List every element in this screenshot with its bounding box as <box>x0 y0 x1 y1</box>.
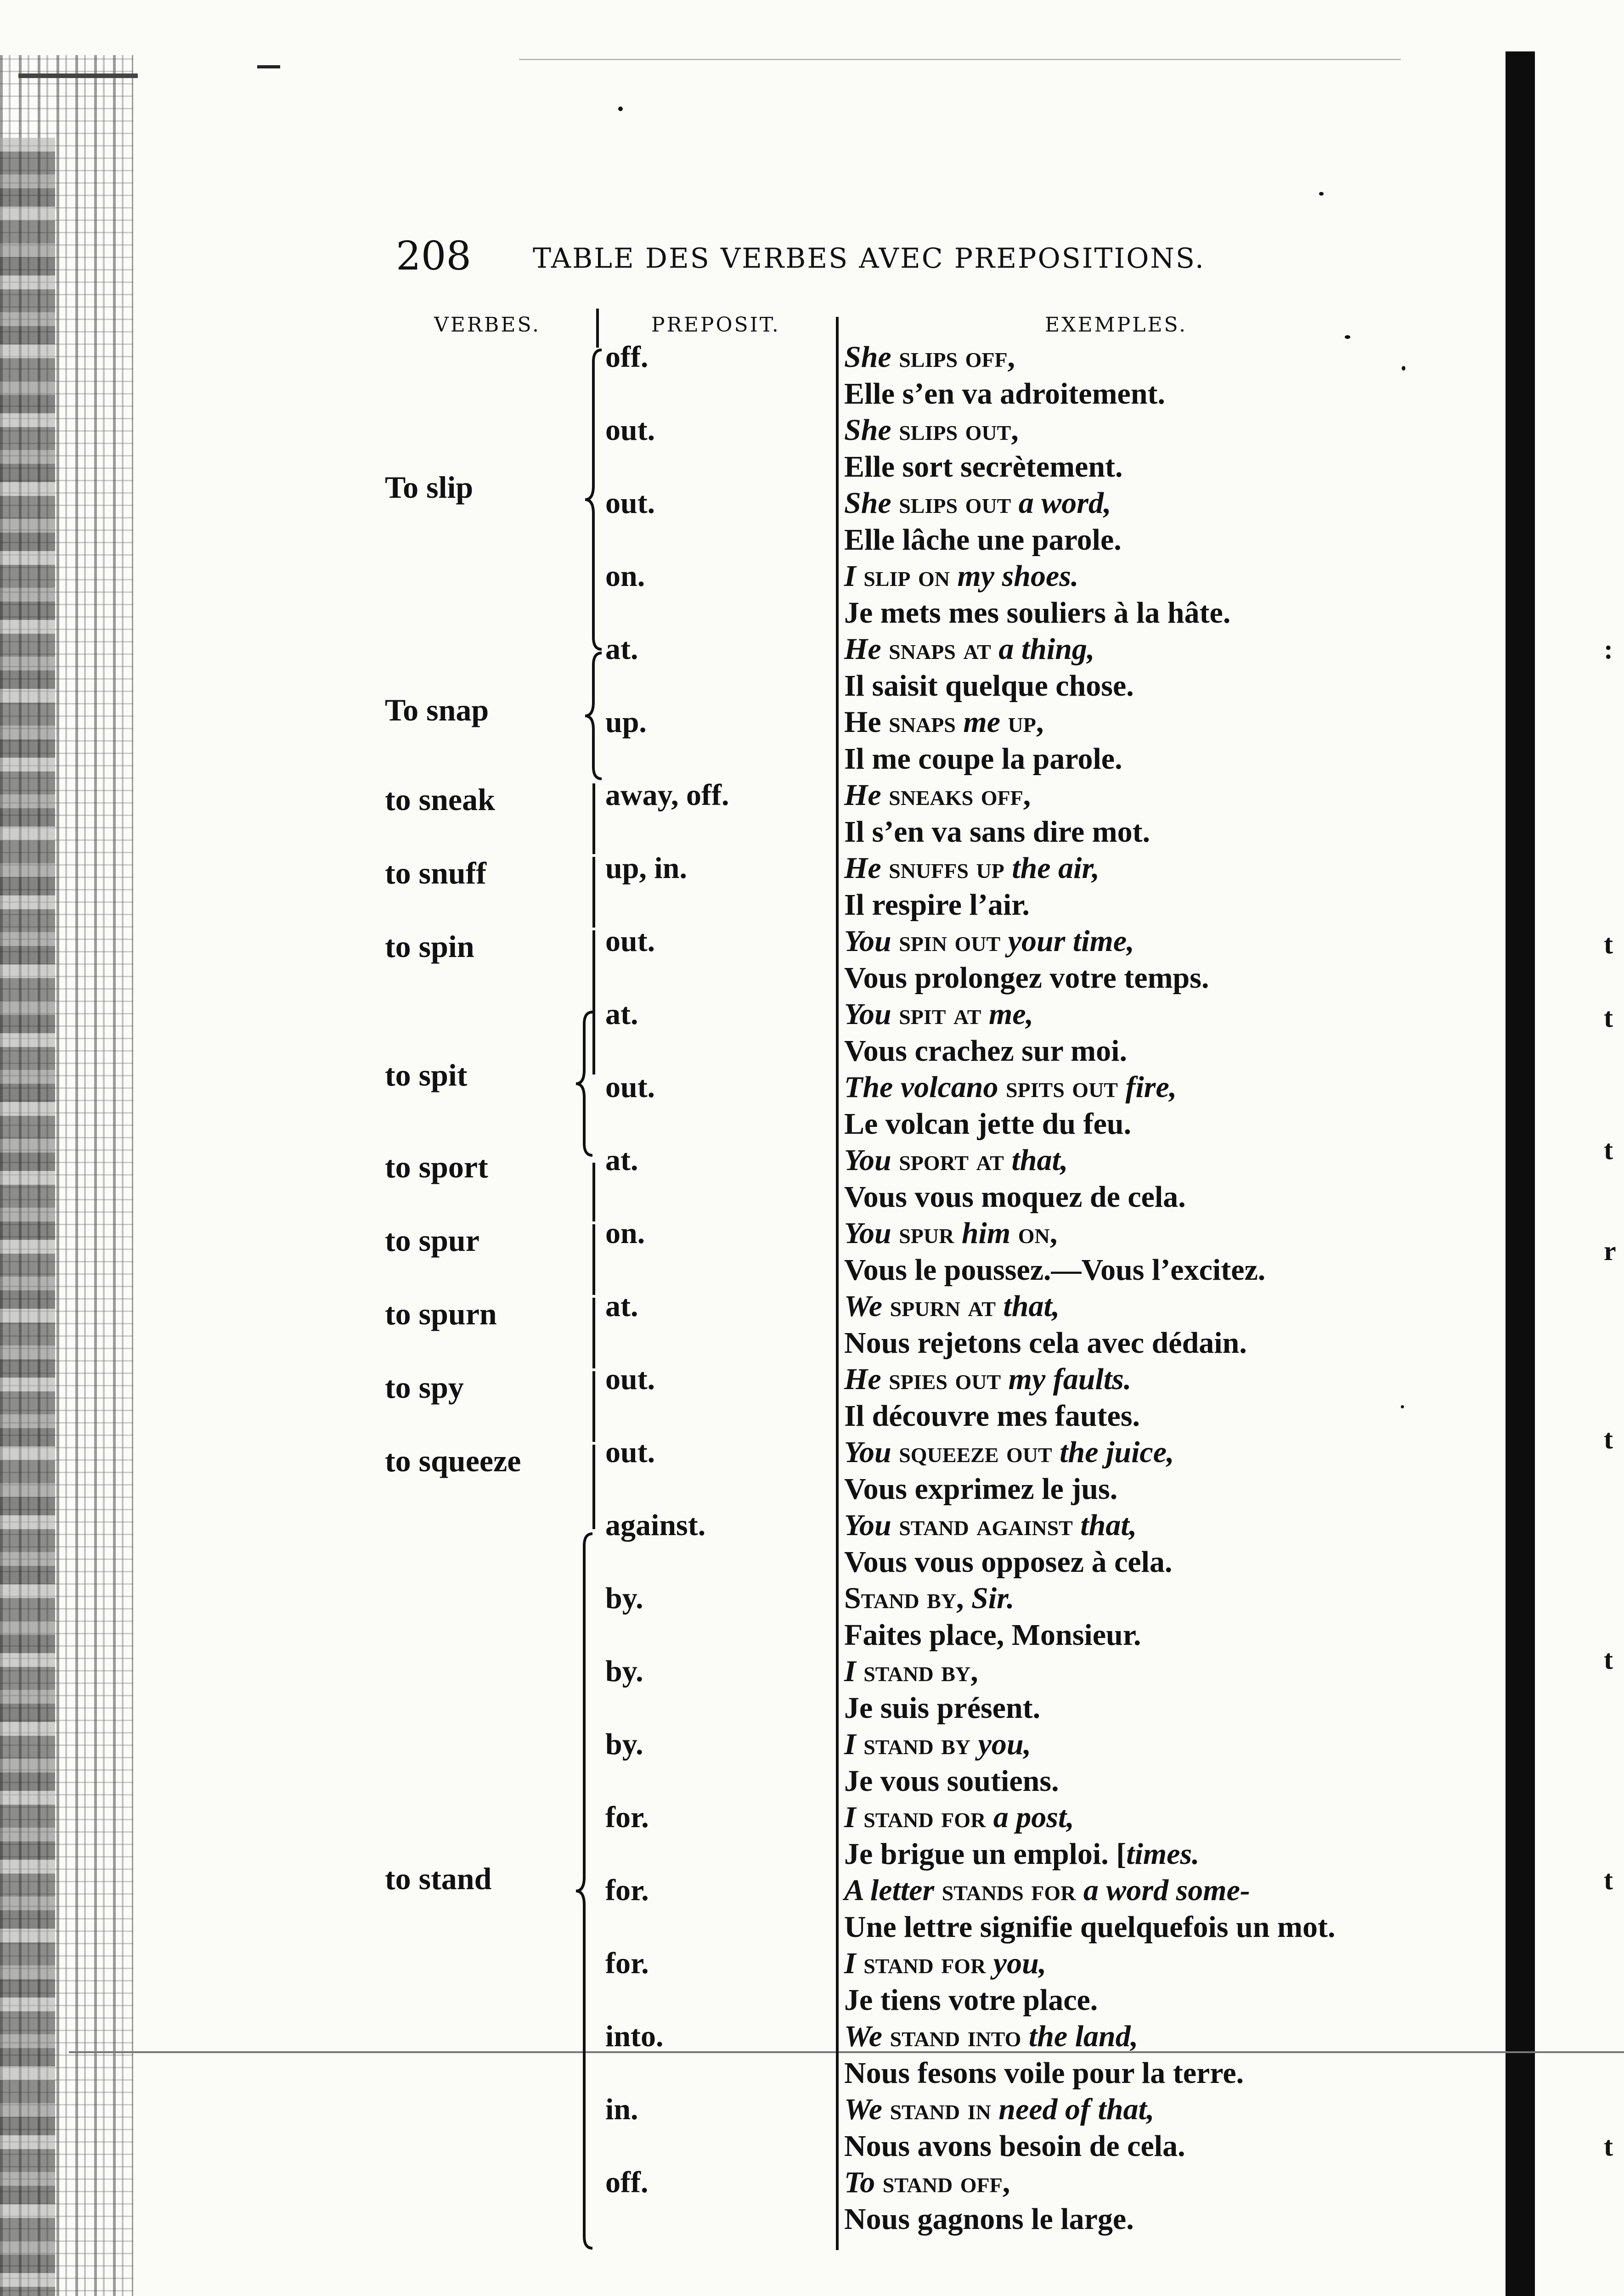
example-segment: Vous exprimez le jus. <box>844 1472 1118 1506</box>
example-segment: stand off, <box>875 2166 1010 2199</box>
example-segment: times. <box>1126 1837 1200 1871</box>
example-segment: I <box>844 1947 856 1980</box>
verb-label: to spit <box>385 1058 468 1092</box>
example-segment: me <box>963 705 1000 739</box>
verb-label: to spin <box>385 929 474 964</box>
top-dash <box>257 65 280 68</box>
example-segment: Il respire l’air. <box>844 888 1030 922</box>
example-segment: your time, <box>1008 924 1134 958</box>
example-line <box>844 1472 1117 1507</box>
example-line <box>844 1910 1335 1945</box>
example-line <box>844 1508 1137 1543</box>
example-line <box>844 1326 1247 1361</box>
example-line <box>844 1107 1131 1142</box>
example-segment: need of that, <box>998 2093 1155 2126</box>
example-line <box>844 523 1122 557</box>
group-line <box>592 1224 595 1295</box>
example-segment: Elle s’en va adroitement. <box>844 377 1166 411</box>
column-header-examples: EXEMPLES. <box>1045 313 1188 337</box>
example-line <box>844 815 1150 850</box>
example-segment: Je brigue un emploi. [ <box>844 1837 1127 1871</box>
example-segment: sport at <box>891 1143 1012 1177</box>
example-segment: Nous avons besoin de cela. <box>844 2129 1185 2163</box>
preposition: out. <box>605 486 655 520</box>
preposition: out. <box>605 1435 655 1469</box>
group-line <box>592 783 595 854</box>
example-line <box>844 1983 1098 2018</box>
preposition: at. <box>605 632 638 666</box>
margin-mark: t <box>1604 1424 1613 1454</box>
preposition: for. <box>605 1947 649 1980</box>
example-segment: on, <box>1010 1216 1058 1250</box>
example-line <box>844 596 1230 630</box>
example-segment: a thing, <box>998 632 1095 666</box>
preposition: out. <box>605 924 655 958</box>
example-segment: you, <box>978 1728 1032 1761</box>
example-line <box>844 632 1094 667</box>
example-line <box>844 1399 1140 1434</box>
column-divider <box>596 309 599 348</box>
example-segment: stand in <box>882 2093 999 2126</box>
preposition: up. <box>605 705 647 739</box>
example-segment: stand for <box>856 1947 993 1980</box>
example-line <box>844 2165 1010 2200</box>
example-segment: Elle sort secrètement. <box>844 450 1123 484</box>
preposition: off. <box>605 340 648 374</box>
example-line <box>844 705 1043 740</box>
column-header-verbs: VERBES. <box>434 313 541 337</box>
example-segment: Nous rejetons cela avec dédain. <box>844 1326 1247 1360</box>
example-segment: She <box>844 340 891 374</box>
example-line <box>844 2019 1138 2054</box>
preposition: into. <box>605 2020 664 2053</box>
example-segment: you, <box>993 1947 1047 1980</box>
preposition: off. <box>605 2166 648 2199</box>
preposition: for. <box>605 1874 649 1907</box>
group-line <box>592 857 595 928</box>
example-segment: Il saisit quelque chose. <box>844 669 1134 703</box>
margin-mark: t <box>1604 1002 1613 1033</box>
verb-label: To snap <box>385 692 489 727</box>
example-segment: slips out, <box>891 413 1019 447</box>
ink-speck <box>1319 192 1324 196</box>
example-line <box>844 1289 1060 1324</box>
preposition: out. <box>605 1362 655 1396</box>
example-segment: a word, <box>1018 486 1111 520</box>
example-segment: I <box>844 559 856 593</box>
example-segment: Sir. <box>971 1581 1015 1615</box>
verb-label: to snuff <box>385 855 487 890</box>
preposition: against. <box>605 1508 706 1542</box>
example-segment: spur <box>891 1216 962 1250</box>
example-line <box>844 1691 1040 1726</box>
ink-speck <box>1401 1405 1404 1408</box>
example-segment: a post, <box>993 1801 1074 1834</box>
preposition: by. <box>605 1581 643 1615</box>
example-segment: spit at <box>891 997 989 1031</box>
example-segment: A letter <box>844 1874 935 1907</box>
column-divider-examples <box>836 317 839 2250</box>
example-line <box>844 997 1033 1032</box>
margin-mark: t <box>1604 1135 1613 1165</box>
ink-speck <box>1345 335 1350 339</box>
example-segment: snaps at <box>881 632 999 666</box>
example-segment: Vous crachez sur moi. <box>844 1034 1127 1068</box>
example-segment: stand by <box>856 1728 978 1761</box>
top-rule <box>519 59 1401 60</box>
preposition: in. <box>605 2093 638 2126</box>
example-segment: that, <box>1011 1143 1068 1177</box>
example-line <box>844 1435 1174 1470</box>
example-segment: He <box>844 778 881 812</box>
example-line <box>844 1764 1059 1799</box>
example-line <box>844 486 1111 521</box>
example-segment: You <box>844 997 891 1031</box>
example-segment: the land, <box>1028 2020 1139 2053</box>
example-segment: Le volcan jette du feu. <box>844 1107 1132 1141</box>
verb-label: to sport <box>385 1149 488 1184</box>
example-segment: slips off, <box>891 340 1015 374</box>
example-line <box>844 1545 1173 1580</box>
example-segment: stand for <box>856 1801 993 1834</box>
preposition: for. <box>605 1801 649 1834</box>
example-segment: We <box>844 2093 883 2126</box>
example-segment: He <box>844 851 881 885</box>
verb-label: to squeeze <box>385 1443 521 1478</box>
example-segment: Vous vous opposez à cela. <box>844 1545 1173 1579</box>
example-segment: I <box>844 1801 856 1834</box>
preposition: by. <box>605 1728 643 1761</box>
group-brace <box>574 1010 602 1157</box>
example-line <box>844 1800 1074 1835</box>
example-segment: We <box>844 2020 883 2053</box>
example-segment: sneaks off, <box>881 778 1031 812</box>
example-line <box>844 559 1078 594</box>
example-segment: my shoes. <box>957 559 1079 593</box>
example-segment: Il me coupe la parole. <box>844 742 1122 776</box>
preposition: on. <box>605 1216 645 1250</box>
column-header-prepositions: PREPOSIT. <box>651 313 780 337</box>
example-line <box>844 1946 1046 1981</box>
example-line <box>844 450 1123 484</box>
example-line <box>844 1034 1127 1069</box>
scan-binding-edge <box>0 138 55 2296</box>
example-line <box>844 2056 1244 2091</box>
example-segment: that, <box>1080 1508 1137 1542</box>
margin-mark: t <box>1604 1865 1613 1895</box>
scan-right-border <box>1506 51 1535 2296</box>
margin-mark: r <box>1604 1236 1616 1266</box>
example-line <box>844 778 1031 813</box>
example-segment: She <box>844 486 891 520</box>
example-segment: fire, <box>1125 1070 1177 1104</box>
example-line <box>844 851 1100 886</box>
example-segment: He <box>844 632 881 666</box>
preposition: at. <box>605 1143 638 1177</box>
example-line <box>844 1070 1177 1105</box>
example-segment: You <box>844 1508 891 1542</box>
example-segment: Je tiens votre place. <box>844 1983 1098 2017</box>
example-line <box>844 1180 1186 1215</box>
example-segment: spin out <box>891 924 1008 958</box>
example-line <box>844 1618 1141 1653</box>
example-segment: Je vous soutiens. <box>844 1764 1059 1798</box>
example-segment: that, <box>1003 1289 1060 1323</box>
example-segment: You <box>844 1216 891 1250</box>
page-title: TABLE DES VERBES AVEC PREPOSITIONS. <box>533 242 1205 275</box>
example-line <box>844 1216 1057 1251</box>
example-segment: She <box>844 413 891 447</box>
example-segment: You <box>844 1143 891 1177</box>
example-segment: slips out <box>891 486 1019 520</box>
example-segment: Il découvre mes fautes. <box>844 1399 1140 1433</box>
example-segment: stand into <box>882 2020 1029 2053</box>
top-scan-mark <box>18 73 138 78</box>
example-segment: Nous fesons voile pour la terre. <box>844 2056 1244 2090</box>
example-segment: my faults. <box>1008 1362 1132 1396</box>
example-segment: slip on <box>856 559 958 593</box>
example-segment: Nous gagnons le large. <box>844 2202 1134 2236</box>
group-line <box>592 1298 595 1368</box>
margin-mark: : <box>1604 634 1613 664</box>
example-segment: the air, <box>1012 851 1100 885</box>
example-segment: squeeze out <box>891 1435 1060 1469</box>
margin-mark: t <box>1604 2131 1613 2161</box>
example-segment: You <box>844 924 891 958</box>
page-number: 208 <box>396 233 472 279</box>
preposition: up, in. <box>605 851 687 885</box>
example-line <box>844 2202 1134 2237</box>
example-segment: I <box>844 1728 856 1761</box>
example-segment: To <box>844 2166 875 2199</box>
group-line <box>592 1163 595 1221</box>
example-segment: the juice, <box>1060 1435 1174 1469</box>
example-line <box>844 1654 978 1689</box>
example-segment: He <box>844 1362 881 1396</box>
example-segment: Il s’en va sans dire mot. <box>844 815 1150 849</box>
example-line <box>844 1727 1031 1762</box>
example-segment: snaps <box>889 705 964 739</box>
example-line <box>844 377 1165 411</box>
preposition: by. <box>605 1654 643 1688</box>
example-line <box>844 1253 1265 1288</box>
group-line <box>592 1445 595 1529</box>
example-line <box>844 961 1209 996</box>
group-brace <box>583 651 611 781</box>
example-segment: up, <box>1000 705 1044 739</box>
example-segment: spurn at <box>882 1289 1004 1323</box>
example-line <box>844 2129 1185 2164</box>
example-segment: Vous vous moquez de cela. <box>844 1180 1186 1214</box>
verb-label: to stand <box>385 1861 492 1896</box>
example-segment: Une lettre signifie quelquefois un mot. <box>844 1910 1336 1944</box>
preposition: on. <box>605 559 645 593</box>
example-line <box>844 1837 1200 1872</box>
group-brace <box>574 1532 602 2250</box>
example-segment: Elle lâche une parole. <box>844 523 1122 557</box>
example-segment: stand by, <box>856 1654 978 1688</box>
example-line <box>844 1362 1131 1397</box>
example-line <box>844 340 1015 375</box>
margin-mark: t <box>1604 929 1613 959</box>
verb-label: to spurn <box>385 1296 497 1331</box>
ink-speck <box>618 107 623 111</box>
preposition: out. <box>605 413 655 447</box>
preposition: at. <box>605 997 638 1031</box>
example-segment: We <box>844 1289 883 1323</box>
verb-label: to spur <box>385 1223 479 1258</box>
example-segment: him <box>961 1216 1011 1250</box>
verb-label: to spy <box>385 1370 464 1405</box>
example-segment: Faites place, Monsieur. <box>844 1618 1141 1652</box>
verb-label: to sneak <box>385 782 495 817</box>
example-line <box>844 669 1134 703</box>
preposition: out. <box>605 1070 655 1104</box>
ink-speck <box>1402 366 1405 371</box>
example-line <box>844 888 1030 923</box>
example-segment: stand against <box>891 1508 1081 1542</box>
example-segment: Vous prolongez votre temps. <box>844 961 1209 995</box>
example-segment: The volcano <box>844 1070 998 1104</box>
example-line <box>844 1873 1250 1908</box>
example-segment: snuffs up <box>881 851 1012 885</box>
margin-mark: t <box>1604 1644 1613 1675</box>
example-segment: I <box>844 1654 856 1688</box>
example-segment: He <box>844 705 889 739</box>
example-segment: Vous le poussez.—Vous l’excitez. <box>844 1253 1266 1287</box>
example-line <box>844 1143 1068 1178</box>
example-line <box>844 742 1122 777</box>
example-line <box>844 413 1019 448</box>
example-segment: Je suis présent. <box>844 1691 1041 1725</box>
example-segment: Stand by, <box>844 1581 972 1615</box>
example-segment: You <box>844 1435 891 1469</box>
verb-label: To slip <box>385 470 474 505</box>
example-line <box>844 1581 1015 1616</box>
example-segment: Je mets mes souliers à la hâte. <box>844 596 1231 630</box>
preposition: away, off. <box>605 778 729 812</box>
example-line <box>844 2092 1154 2127</box>
preposition: at. <box>605 1289 638 1323</box>
example-segment: spits out <box>998 1070 1126 1104</box>
group-brace <box>583 348 611 651</box>
example-segment: stands for <box>934 1874 1083 1907</box>
example-segment: me, <box>988 997 1034 1031</box>
example-line <box>844 924 1134 959</box>
example-segment: a word some- <box>1083 1874 1250 1907</box>
example-segment: spies out <box>881 1362 1009 1396</box>
group-line <box>592 1371 595 1442</box>
